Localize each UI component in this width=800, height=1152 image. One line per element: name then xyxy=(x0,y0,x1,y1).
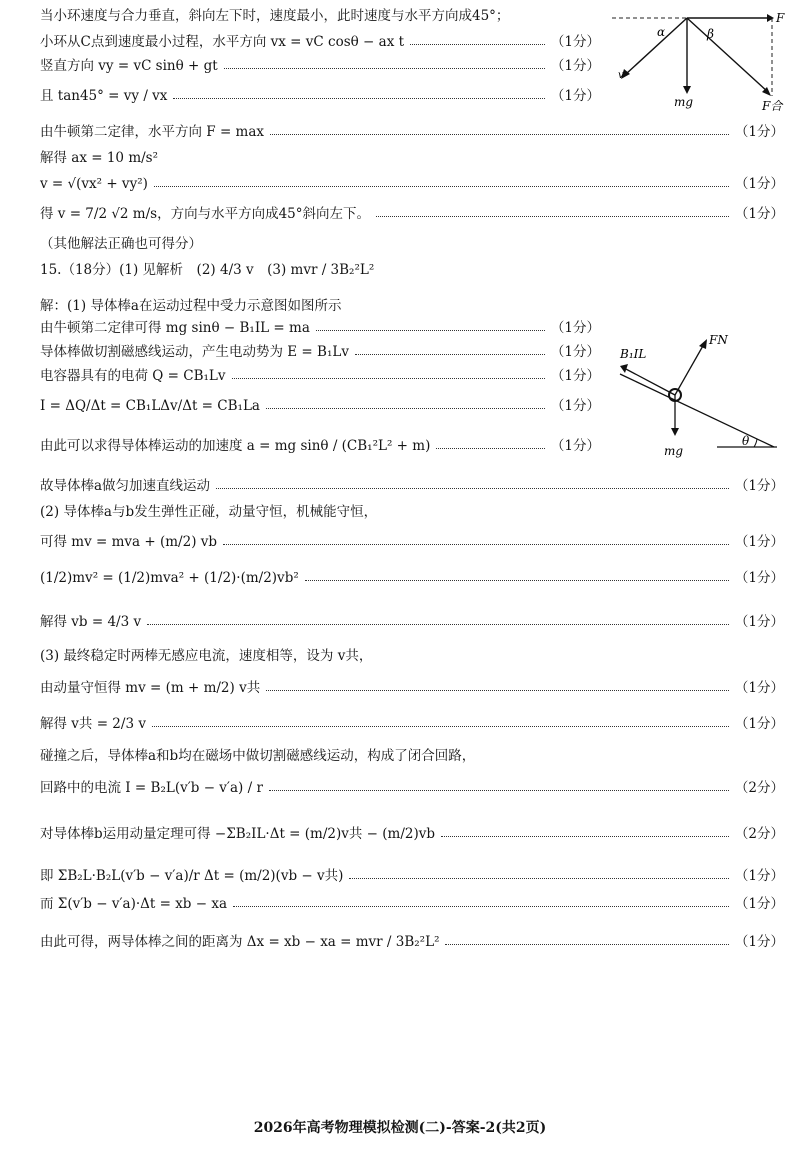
answer-text: 碰撞之后，导体棒a和b均在磁场中做切割磁感线运动，构成了闭合回路， xyxy=(40,748,476,764)
answer-text: 导体棒做切割磁感线运动，产生电动势为 E = B₁Lv xyxy=(40,344,349,360)
score-label: （1分） xyxy=(734,934,784,950)
answer-line xyxy=(40,320,600,338)
leader-dots xyxy=(147,624,729,625)
answer-text: 由此可得，两导体棒之间的距离为 Δx = xb − xa = mvr / 3B₂²L² xyxy=(40,934,440,950)
answer-text: 解：(1) 导体棒a在运动过程中受力示意图如图所示 xyxy=(40,298,342,314)
answer-line xyxy=(40,534,784,552)
answer-text: 解得 v共 = 2/3 v xyxy=(40,716,146,732)
force-mg-label: mg xyxy=(674,95,694,109)
answer-text: 对导体棒b运用动量定理可得 −ΣB₂IL·Δt = (m/2)v共 − (m/2)vb xyxy=(40,826,436,842)
leader-dots xyxy=(266,690,729,691)
answer-text: 且 tan45° = vy / vx xyxy=(40,88,168,104)
leader-dots xyxy=(266,408,545,409)
leader-dots xyxy=(316,330,545,331)
answer-line xyxy=(40,934,784,952)
answer-line xyxy=(40,780,784,798)
answer-line xyxy=(40,868,784,886)
answer-text: 15.（18分）(1) 见解析 (2) 4/3 v (3) mvr / 3B₂²L² xyxy=(40,262,375,278)
answer-line xyxy=(40,680,784,698)
force-diagram-ring xyxy=(612,8,792,118)
leader-dots xyxy=(410,44,545,45)
score-label: （1分） xyxy=(734,478,784,494)
score-label: （2分） xyxy=(734,826,784,842)
answer-line xyxy=(40,748,784,766)
answer-text: 由动量守恒得 mv = (m + m/2) v共 xyxy=(40,680,261,696)
answer-text: （其他解法正确也可得分） xyxy=(40,236,202,252)
page-footer: 2026年高考物理模拟检测(二)-答案-2(共2页) xyxy=(253,1120,547,1136)
force-resultant-arrow xyxy=(687,18,768,92)
score-label: （1分） xyxy=(734,716,784,732)
answer-text: 电容器具有的电荷 Q = CB₁Lv xyxy=(40,368,226,384)
answer-text: 小环从C点到速度最小过程，水平方向 vx = vC cosθ − ax t xyxy=(40,34,405,50)
answer-line xyxy=(40,716,784,734)
score-label: （1分） xyxy=(734,124,784,140)
leader-dots xyxy=(436,448,545,449)
score-label: （1分） xyxy=(734,680,784,696)
answer-line xyxy=(40,88,600,106)
score-label: （1分） xyxy=(734,614,784,630)
answer-line xyxy=(40,34,600,52)
answer-text: 由牛顿第二定律，水平方向 F = max xyxy=(40,124,265,140)
answer-text: 可得 mv = mva + (m/2) vb xyxy=(40,534,218,550)
leader-dots xyxy=(152,726,729,727)
score-label: （2分） xyxy=(734,780,784,796)
leader-dots xyxy=(349,878,729,879)
score-label: （1分） xyxy=(734,896,784,912)
answer-line xyxy=(40,206,784,224)
score-label: （1分） xyxy=(734,176,784,192)
leader-dots xyxy=(445,944,728,945)
gravity-label: mg xyxy=(664,444,684,458)
force-F-label: F xyxy=(776,11,785,25)
answer-text: 解得 vb = 4/3 v xyxy=(40,614,142,630)
answer-line xyxy=(40,504,784,522)
score-label: （1分） xyxy=(550,320,600,336)
leader-dots xyxy=(233,906,729,907)
leader-dots xyxy=(270,134,729,135)
answer-line xyxy=(40,570,784,588)
answer-line xyxy=(40,896,784,914)
answer-text: (3) 最终稳定时两棒无感应电流，速度相等，设为 v共， xyxy=(40,648,373,664)
answer-line xyxy=(40,58,600,76)
answer-text: (2) 导体棒a与b发生弹性正碰，动量守恒，机械能守恒， xyxy=(40,504,378,520)
leader-dots xyxy=(232,378,545,379)
score-label: （1分） xyxy=(550,438,600,454)
answer-line xyxy=(40,150,784,168)
answer-line xyxy=(40,478,784,496)
force-resultant-label: F合 xyxy=(762,99,783,113)
leader-dots xyxy=(376,216,729,217)
answer-line xyxy=(40,648,784,666)
angle-beta-label: β xyxy=(707,27,714,41)
score-label: （1分） xyxy=(734,868,784,884)
leader-dots xyxy=(269,790,729,791)
answer-text: 即 ΣB₂L·B₂L(v′b − v′a)/r Δt = (m/2)(vb − v共) xyxy=(40,868,344,884)
leader-dots xyxy=(224,68,545,69)
leader-dots xyxy=(223,544,729,545)
answer-line xyxy=(40,368,600,386)
answer-line xyxy=(40,298,784,316)
answer-line xyxy=(40,344,600,362)
force-diagram-rod xyxy=(612,322,782,462)
leader-dots xyxy=(216,488,729,489)
answer-line xyxy=(40,236,784,254)
leader-dots xyxy=(154,186,729,187)
score-label: （1分） xyxy=(734,534,784,550)
answer-text: 由此可以求得导体棒运动的加速度 a = mg sinθ / (CB₁²L² + m) xyxy=(40,438,431,454)
answer-line xyxy=(40,124,784,142)
leader-dots xyxy=(441,836,729,837)
leader-dots xyxy=(305,580,729,581)
leader-dots xyxy=(173,98,545,99)
score-label: （1分） xyxy=(550,58,600,74)
score-label: （1分） xyxy=(550,368,600,384)
answer-text: I = ΔQ/Δt = CB₁LΔv/Δt = CB₁La xyxy=(40,398,260,414)
answer-text: v = √(vx² + vy²) xyxy=(40,176,148,192)
score-label: （1分） xyxy=(550,398,600,414)
angle-alpha-label: α xyxy=(657,25,666,39)
normal-force-label: FN xyxy=(709,333,728,347)
answer-line xyxy=(40,8,600,26)
answer-text: 当小环速度与合力垂直，斜向左下时，速度最小，此时速度与水平方向成45°； xyxy=(40,8,510,24)
answer-text: 解得 ax = 10 m/s² xyxy=(40,150,159,166)
answer-line xyxy=(40,176,784,194)
answer-line xyxy=(40,398,600,416)
answer-text: 竖直方向 vy = vC sinθ + gt xyxy=(40,58,218,74)
incline-angle-label: θ xyxy=(742,434,750,448)
velocity-v-label: v xyxy=(618,70,624,81)
answer-text: 回路中的电流 I = B₂L(v′b − v′a) / r xyxy=(40,780,263,796)
score-label: （1分） xyxy=(734,570,784,586)
score-label: （1分） xyxy=(550,34,600,50)
answer-line xyxy=(40,262,784,280)
score-label: （1分） xyxy=(550,344,600,360)
answer-text: 故导体棒a做匀加速直线运动 xyxy=(40,478,211,494)
score-label: （1分） xyxy=(734,206,784,222)
score-label: （1分） xyxy=(550,88,600,104)
answer-text: 得 v = 7/2 √2 m/s，方向与水平方向成45°斜向左下。 xyxy=(40,206,371,222)
answer-text: 由牛顿第二定律可得 mg sinθ − B₁IL = ma xyxy=(40,320,310,336)
answer-line xyxy=(40,438,600,456)
answer-line xyxy=(40,614,784,632)
leader-dots xyxy=(355,354,545,355)
ampere-force-label: B₁IL xyxy=(620,347,647,361)
answer-line xyxy=(40,826,784,844)
answer-text: (1/2)mv² = (1/2)mva² + (1/2)·(m/2)vb² xyxy=(40,570,299,586)
answer-text: 而 Σ(v′b − v′a)·Δt = xb − xa xyxy=(40,896,228,912)
